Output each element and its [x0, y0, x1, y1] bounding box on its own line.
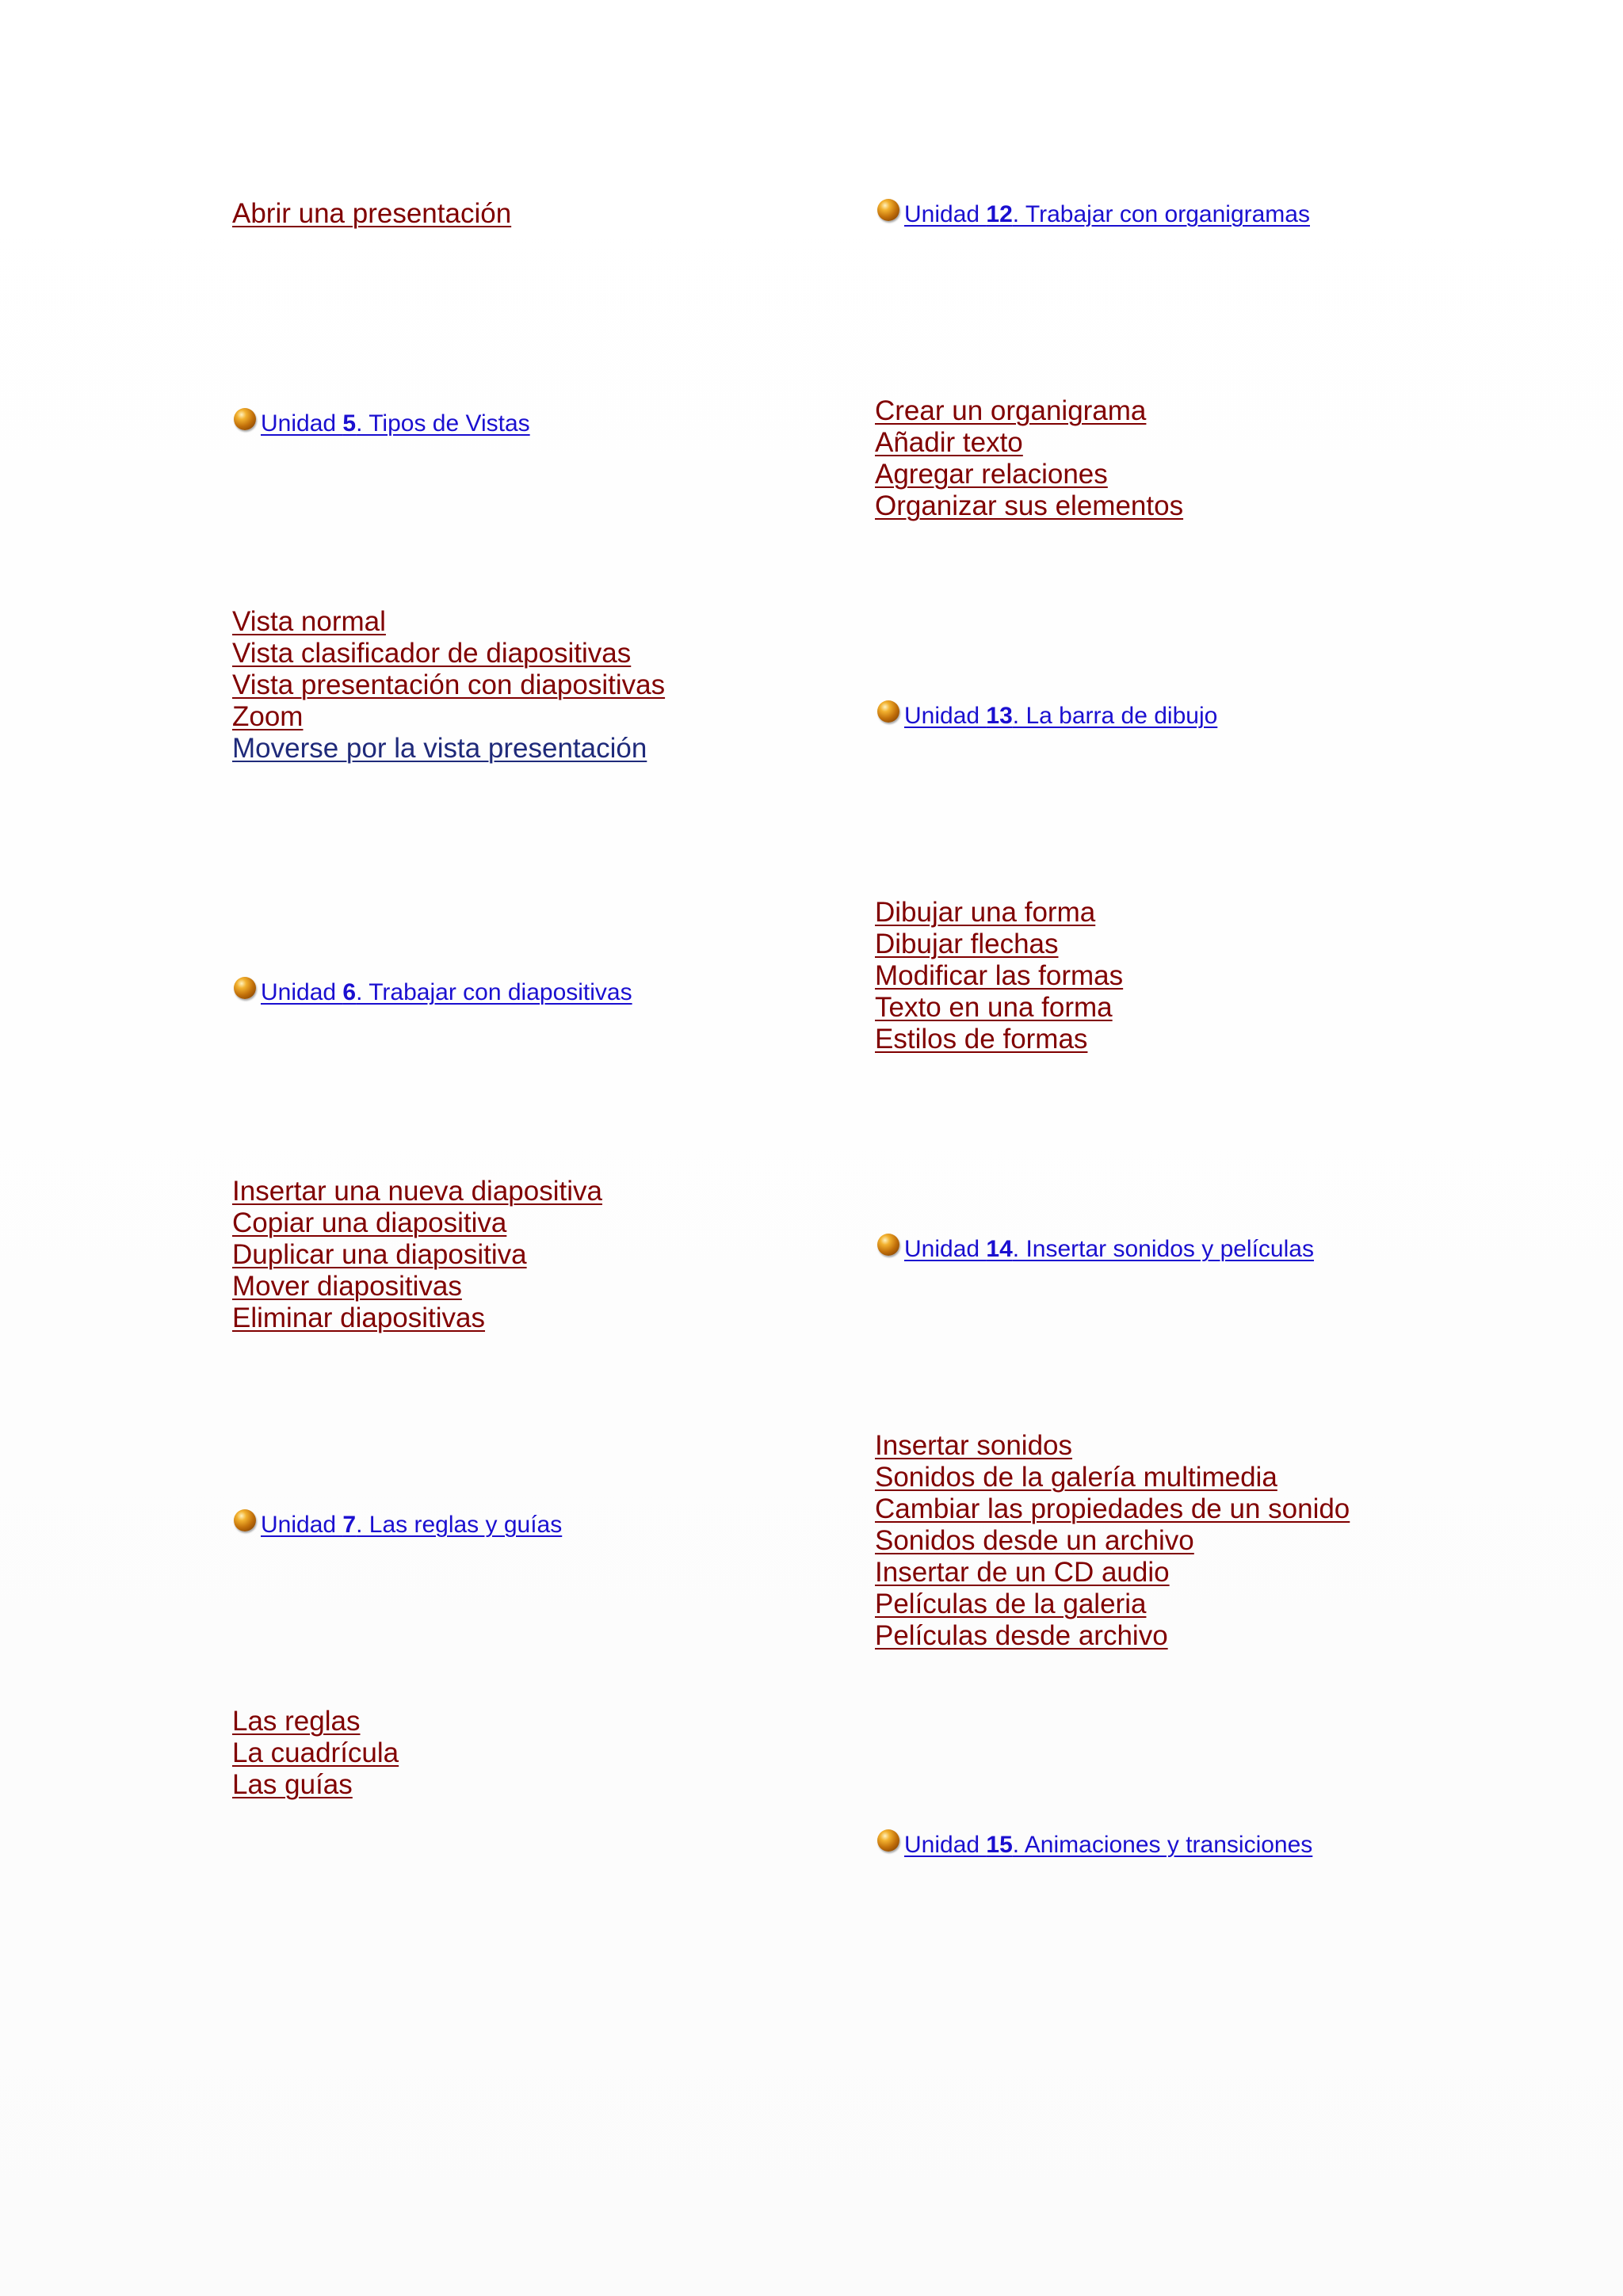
gold-ball-icon — [877, 1829, 899, 1852]
topic-link[interactable]: Insertar sonidos — [875, 1430, 1073, 1461]
topic-link[interactable]: Dibujar una forma — [875, 897, 1096, 928]
topic-link[interactable]: Insertar una nueva diapositiva — [232, 1176, 602, 1207]
unit-13-topic-list — [875, 897, 1123, 1055]
topic-link[interactable]: Duplicar una diapositiva — [232, 1239, 527, 1270]
topic-link[interactable]: Modificar las formas — [875, 960, 1124, 991]
topic-link[interactable]: Estilos de formas — [875, 1024, 1088, 1055]
unit-6-heading — [234, 979, 632, 1006]
topic-link[interactable]: Crear un organigrama — [875, 395, 1147, 426]
gold-ball-icon — [877, 700, 899, 723]
gold-ball-icon — [234, 977, 256, 999]
unit-13-heading — [877, 703, 1217, 730]
topic-link[interactable]: Organizar sus elementos — [875, 490, 1184, 521]
topic-link[interactable]: Zoom — [232, 701, 304, 732]
gold-ball-icon — [877, 1234, 899, 1256]
unit-5-heading — [234, 410, 530, 437]
topic-link[interactable]: Películas de la galeria — [875, 1589, 1147, 1619]
unit-14-topic-list — [875, 1430, 1350, 1652]
topic-link[interactable]: Vista normal — [232, 606, 386, 637]
unit-14-heading — [877, 1236, 1314, 1263]
topic-link-visited[interactable]: Moverse por la vista presentación — [232, 733, 647, 764]
topic-link[interactable]: Películas desde archivo — [875, 1620, 1168, 1651]
topic-link[interactable]: Las guías — [232, 1769, 353, 1800]
topic-link[interactable]: Copiar una diapositiva — [232, 1207, 507, 1238]
topic-link[interactable]: Añadir texto — [875, 427, 1023, 458]
unit-5-topic-list — [232, 606, 665, 765]
topic-link[interactable]: Agregar relaciones — [875, 459, 1108, 490]
unit-link-14[interactable]: Unidad 14. Insertar sonidos y películas — [904, 1236, 1314, 1262]
topic-link[interactable]: Sonidos desde un archivo — [875, 1525, 1194, 1556]
topic-link[interactable]: Insertar de un CD audio — [875, 1557, 1170, 1588]
unit-link-13[interactable]: Unidad 13. La barra de dibujo — [904, 703, 1218, 729]
unit-12-heading — [877, 201, 1310, 228]
topic-link[interactable]: Dibujar flechas — [875, 929, 1059, 959]
topic-link[interactable]: Texto en una forma — [875, 992, 1113, 1023]
gold-ball-icon — [877, 199, 899, 221]
topic-link[interactable]: Cambiar las propiedades de un sonido — [875, 1493, 1350, 1524]
unit-15-heading — [877, 1832, 1312, 1859]
topic-link[interactable]: Las reglas — [232, 1706, 361, 1737]
topic-link[interactable]: Vista presentación con diapositivas — [232, 669, 666, 700]
unit-link-12[interactable]: Unidad 12. Trabajar con organigramas — [904, 201, 1310, 227]
unit-12-topic-list — [875, 395, 1183, 522]
gold-ball-icon — [234, 408, 256, 430]
gold-ball-icon — [234, 1509, 256, 1531]
unit-7-topic-list — [232, 1706, 399, 1801]
topic-link[interactable]: Eliminar diapositivas — [232, 1302, 486, 1333]
topic-link-abrir-presentacion[interactable]: Abrir una presentación — [232, 198, 512, 229]
topic-link[interactable]: La cuadrícula — [232, 1737, 399, 1768]
topic-link[interactable]: Vista clasificador de diapositivas — [232, 638, 632, 669]
unit-link-15[interactable]: Unidad 15. Animaciones y transiciones — [904, 1832, 1313, 1858]
unit-6-topic-list — [232, 1176, 602, 1334]
open-presentation-block — [232, 198, 511, 230]
unit-link-6[interactable]: Unidad 6. Trabajar con diapositivas — [261, 979, 632, 1005]
unit-link-5[interactable]: Unidad 5. Tipos de Vistas — [261, 410, 530, 437]
topic-link[interactable]: Sonidos de la galería multimedia — [875, 1462, 1277, 1493]
unit-7-heading — [234, 1512, 562, 1539]
unit-link-7[interactable]: Unidad 7. Las reglas y guías — [261, 1512, 563, 1538]
topic-link[interactable]: Mover diapositivas — [232, 1271, 462, 1302]
